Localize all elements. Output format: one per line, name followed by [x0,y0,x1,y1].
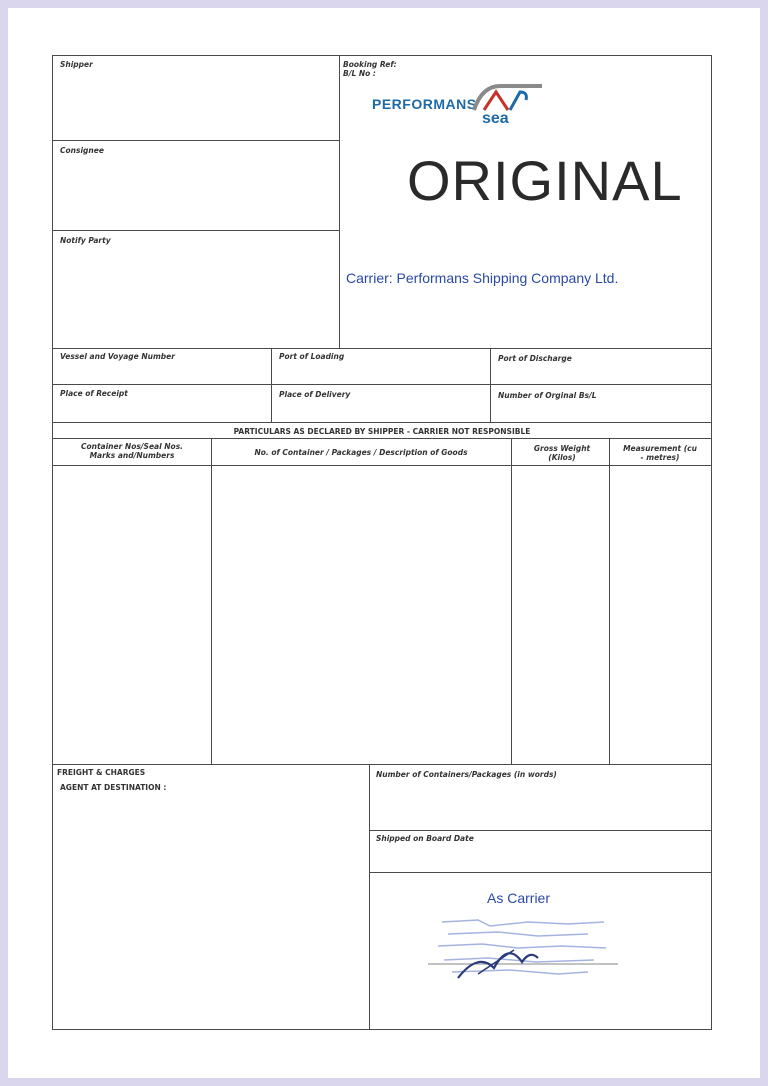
company-logo-sub: sea [482,110,509,127]
divider [52,465,712,466]
divider [339,55,340,348]
vessel-voyage-label: Vessel and Voyage Number [60,352,175,361]
agent-destination-label: AGENT AT DESTINATION : [60,783,167,792]
logo-arc-icon [470,80,546,114]
shipper-label: Shipper [60,60,93,69]
divider [609,438,610,764]
notify-party-label: Notify Party [60,236,111,245]
divider [369,830,712,831]
company-logo-text: PERFORMANS [372,96,477,112]
divider [211,438,212,764]
booking-ref-label: Booking Ref: [343,60,397,69]
as-carrier-label: As Carrier [487,890,551,906]
particulars-heading: PARTICULARS AS DECLARED BY SHIPPER - CARRIER NOT RESPONSIBLE [233,427,531,436]
bl-no-label: B/L No : [343,69,376,78]
divider [511,438,512,764]
divider [52,230,339,231]
divider [369,764,370,1030]
measurement-header: Measurement (cu - metres) [623,444,697,462]
gross-weight-header: Gross Weight (Kilos) [533,444,591,462]
document-status-title: ORIGINAL [407,149,683,212]
consignee-label: Consignee [60,146,104,155]
description-header: No. of Container / Packages / Description of Goods [254,448,468,457]
port-discharge-label: Port of Discharge [498,354,572,363]
company-stamp-signature [418,912,618,988]
divider [52,764,712,765]
shipped-on-board-label: Shipped on Board Date [376,834,474,843]
number-originals-label: Number of Orginal Bs/L [498,391,597,400]
port-loading-label: Port of Loading [279,352,345,361]
carrier-name: Carrier: Performans Shipping Company Ltd. [346,270,619,286]
divider [52,438,712,439]
divider [52,384,712,385]
divider [52,140,339,141]
divider [490,348,491,422]
place-receipt-label: Place of Receipt [60,389,128,398]
divider [52,422,712,423]
divider [369,872,712,873]
number-containers-label: Number of Containers/Packages (in words) [376,770,557,779]
divider [271,348,272,422]
divider [52,348,712,349]
place-delivery-label: Place of Delivery [279,390,351,399]
container-nos-header: Container Nos/Seal Nos. Marks and/Numbers [80,442,184,460]
freight-charges-label: FREIGHT & CHARGES [57,768,146,777]
